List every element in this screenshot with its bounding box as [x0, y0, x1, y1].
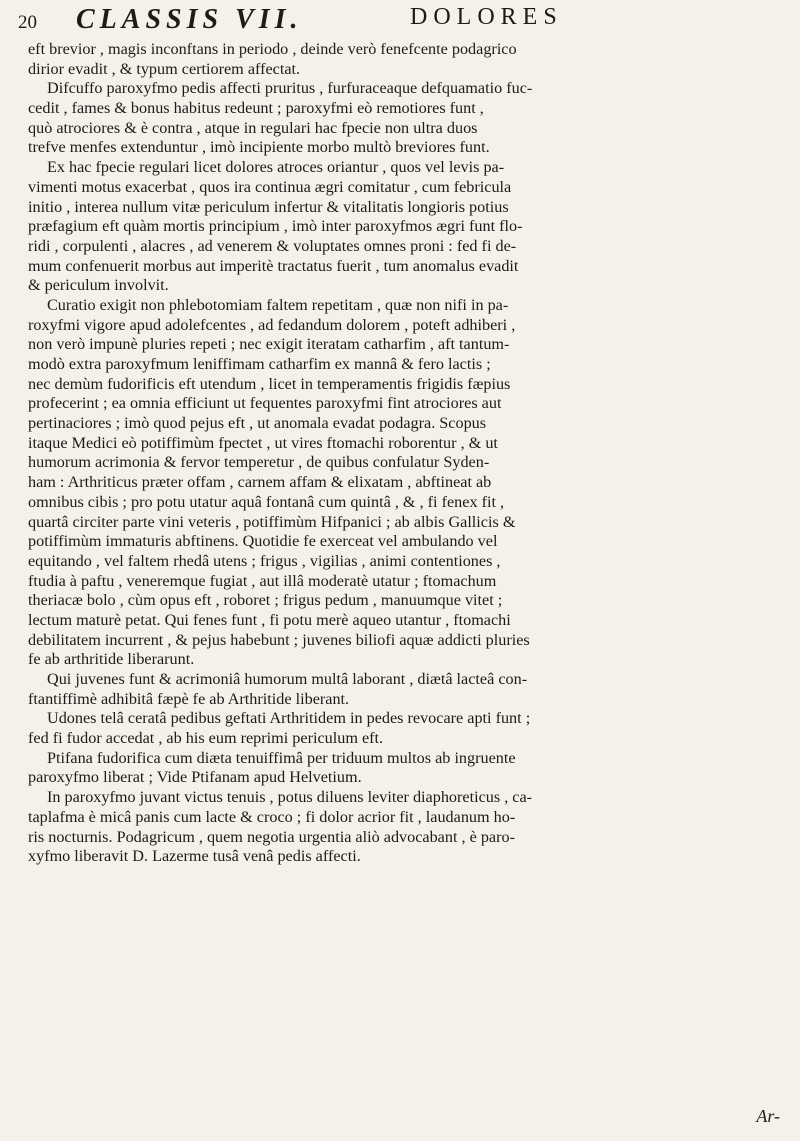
text-line: quartâ circiter parte vini veteris , potiffimùm Hifpanici ; ab albis Gallicis & [28, 512, 516, 531]
text-line: lectum maturè petat. Qui fenes funt , fi potu merè aqueo utantur , ftomachi [28, 610, 511, 629]
text-line: non verò impunè pluries repeti ; nec exigit iteratam catharfim , aft tantum- [28, 335, 510, 354]
text-line: omnibus cibis ; pro potu utatur aquâ fontanâ cum quintâ , & , fi fenex fit , [28, 492, 505, 511]
text-line: paroxyfmo liberat ; Vide Ptifanam apud Helvetium. [28, 768, 362, 787]
text-line: Udones telâ ceratâ pedibus geftati Arthritidem in pedes revocare apti funt ; [47, 709, 531, 728]
text-line: cedit , fames & bonus habitus redeunt ; paroxyfmi eò remotiores funt , [28, 99, 484, 118]
running-title: CLASSIS VII. [76, 4, 303, 35]
text-line: trefve menfes extenduntur , imò incipiente morbo multò breviores funt. [28, 138, 490, 157]
text-line: nec demùm fudorificis eft utendum , licet in temperamentis frigidis fæpius [28, 374, 511, 393]
text-line: ridi , corpulenti , alacres , ad venerem & voluptates omnes proni : fed fi de- [28, 236, 517, 255]
text-line: itaque Medici eò potiffimùm fpectet , ut vires ftomachi roborentur , & ut [28, 433, 498, 452]
text-line: Qui juvenes funt & acrimoniâ humorum multâ laborant , diætâ lacteâ con- [47, 670, 528, 688]
text-line: Curatio exigit non phlebotomiam faltem repetitam , quæ non nifi in pa- [47, 295, 509, 314]
text-body [28, 40, 754, 1100]
text-line: potiffimùm immaturis abftinens. Quotidie fe exerceat vel ambulando vel [28, 532, 498, 551]
text-line: præfagium eft quàm mortis principium , imò inter paroxyfmos ægri funt flo- [28, 217, 523, 236]
text-line: xyfmo liberavit D. Lazerme tusâ venâ pedis affecti. [28, 847, 361, 866]
text-line: Ptifana fudorifica cum diæta tenuiffimâ per triduum multos ab ingruente [47, 748, 516, 767]
catchword: Ar- [756, 1106, 780, 1126]
text-line: humorum acrimonia & fervor temperetur , de quibus confulatur Syden- [28, 453, 490, 472]
text-line: In paroxyfmo juvant victus tenuis , potus diluens leviter diaphoreticus , ca- [47, 788, 533, 807]
text-line: fe ab arthritide liberarunt. [28, 650, 195, 669]
text-line: fed fi fudor accedat , ab his eum reprimi periculum eft. [28, 729, 384, 748]
text-line: initio , interea nullum vitæ periculum infertur & vitalitatis longioris potius [28, 197, 509, 216]
text-line: ham : Arthriticus præter offam , carnem affam & elixatam , abftineat ab [28, 473, 492, 492]
text-line: & periculum involvit. [28, 276, 169, 295]
text-line: dirior evadit , & typum certiorem affectat. [28, 59, 301, 78]
running-section: DOLORES [410, 4, 563, 30]
running-head [18, 4, 758, 38]
page-number: 20 [18, 12, 37, 33]
text-line: roxyfmi vigore apud adolefcentes , ad fedandum dolorem , poteft adhiberi , [28, 315, 516, 334]
text-line: Ex hac fpecie regulari licet dolores atroces oriantur , quos vel levis pa- [47, 158, 505, 177]
text-line: debilitatem incurrent , & pejus habebunt ; juvenes biliofi aquæ addicti pluries [28, 630, 530, 649]
text-line: eft brevior , magis inconftans in periodo , deinde verò fenefcente podagrico [28, 40, 517, 58]
text-line: ris nocturnis. Podagricum , quem negotia urgentia aliò advocabant , è paro- [28, 827, 515, 846]
text-line: theriacæ bolo , cùm opus eft , roboret ; frigus pedum , manuumque vitet ; [28, 591, 503, 610]
text-line: ftantiffimè adhibitâ fæpè fe ab Arthritide liberant. [28, 689, 350, 708]
text-line: Difcuffo paroxyfmo pedis affecti pruritus , furfuraceaque defquamatio fuc- [47, 79, 533, 98]
text-line: taplafma è micâ panis cum lacte & croco ; fi dolor acrior fit , laudanum ho- [28, 807, 516, 826]
text-line: modò extra paroxyfmum leniffimam catharfim ex mannâ & fero lactis ; [28, 355, 491, 373]
text-line: mum confenuerit morbus aut imperitè tractatus fuerit , tum anomalus evadit [28, 256, 519, 275]
text-line: vimenti motus exacerbat , quos ira continua ægri comitatur , cum febricula [28, 177, 512, 196]
text-line: profecerint ; ea omnia efficiunt ut fequentes paroxyfmi fint atrociores aut [28, 394, 502, 413]
text-line: pertinaciores ; imò quod pejus eft , ut anomala evadat podagra. Scopus [28, 414, 487, 433]
text-line: ftudia à paftu , veneremque fugiat , aut illâ moderatè utatur ; ftomachum [28, 571, 497, 590]
text-line: quò atrociores & è contra , atque in regulari hac fpecie non ultra duos [28, 118, 478, 137]
text-line: equitando , vel faltem rhedâ utens ; frigus , vigilias , animi contentiones , [28, 551, 501, 570]
